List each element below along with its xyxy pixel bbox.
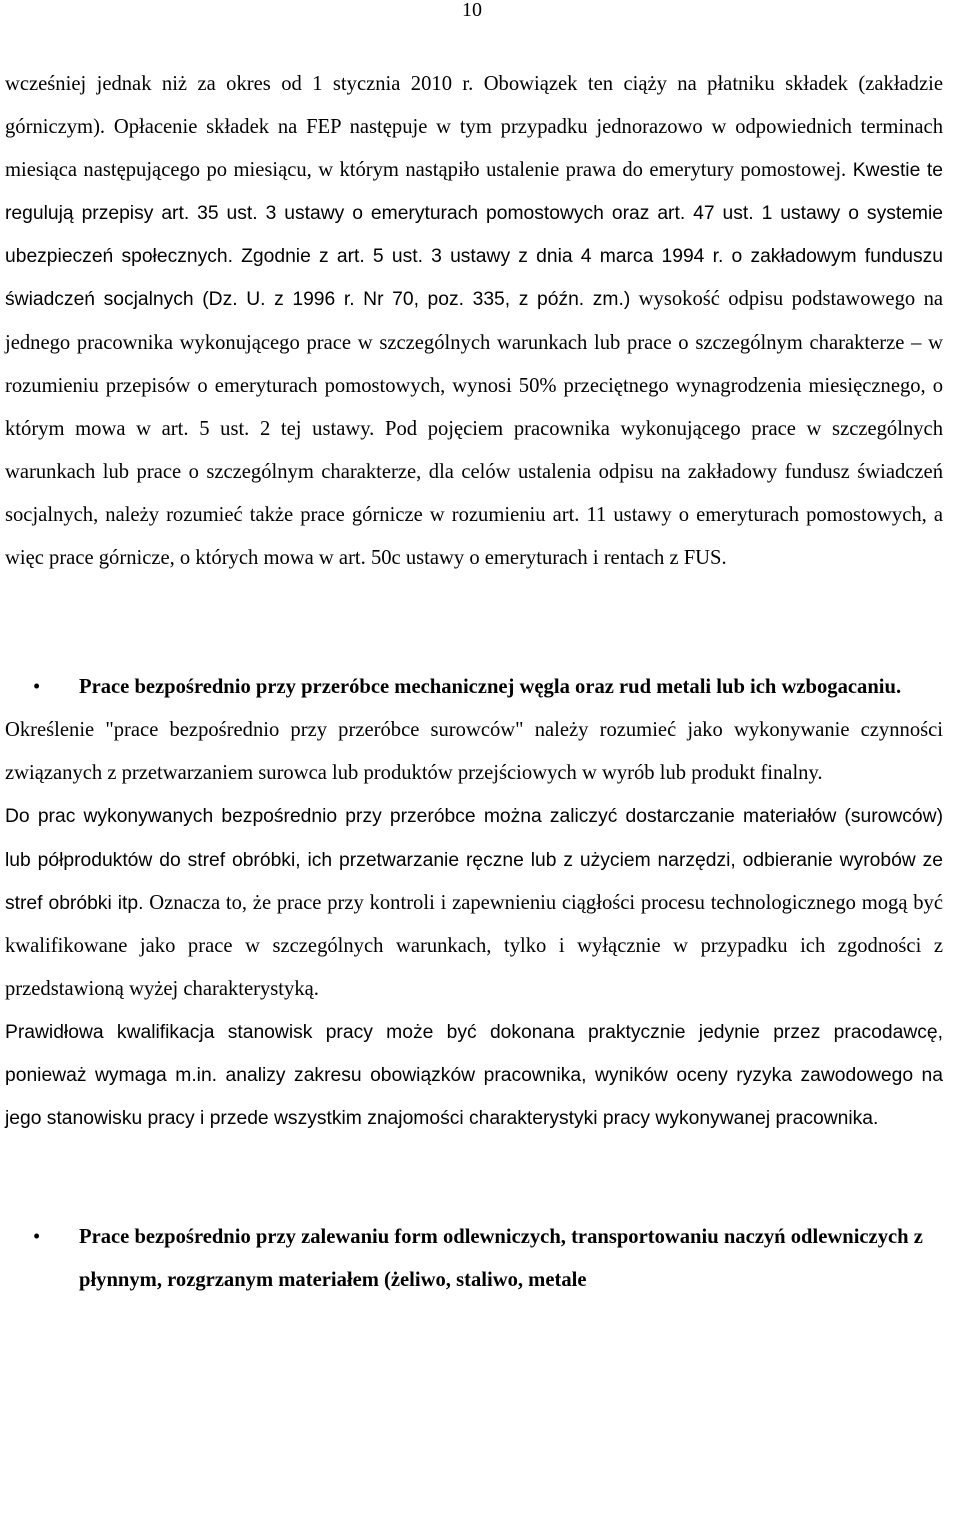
page-number: 10 bbox=[462, 0, 482, 21]
bullet-heading: Prace bezpośrednio przy zalewaniu form odlewniczych, transportowaniu naczyń odlewniczych z płynnym, rozgrzanym materiałem (żeliwo, staliwo, metale bbox=[79, 1226, 923, 1292]
paragraph-text-serif: wcześniej jednak niż za okres od 1 stycznia 2010 r. Obowiązek ten ciąży na płatniku składek (zakładzie górniczym). Opłacenie składek na FEP następuje w tym przypadku jednorazowo w odpowiednich terminach miesiąca następującego po miesiącu, w którym nastąpiło ustalenie prawa do emerytury pomostowej. bbox=[5, 73, 943, 182]
paragraph-processing-work bbox=[5, 795, 943, 1010]
paragraph-text-serif: Oznacza to, że prace przy kontroli i zapewnieniu ciągłości procesu technologicznego mogą być kwalifikowane jako prace w szczególnych warunkach, tylko i wyłącznie w przypadku ich zgodności z przedstawioną wyżej charakterystyką. bbox=[5, 891, 943, 1000]
paragraph-fep-contributions bbox=[5, 63, 943, 580]
paragraph-text-sans: Do prac wykonywanych bezpośrednio przy przeróbce można zaliczyć dostarczanie materiałów (surowców) lub półproduktów do stref obróbki, ich przetwarzanie ręczne lub z użyciem narzędzi, odbieranie wyrobów ze stref obróbki itp. bbox=[5, 806, 943, 914]
bullet-icon: • bbox=[33, 1226, 41, 1249]
paragraph-text-serif-continued: wysokość odpisu podstawowego na jednego pracownika wykonującego prace w szczególnych warunkach lub prace o szczególnym charakterze – w rozumieniu przepisów o emeryturach pomostowych, wynosi 50% przeciętnego wynagrodzenia miesięcznego, o którym mowa w art. 5 ust. 2 tej ustawy. Pod pojęciem pracownika wykonującego prace w szczególnych warunkach lub prace o szczególnym charakterze, dla celów ustalenia odpisu na zakładowy fundusz świadczeń socjalnych, należy rozumieć także prace górnicze w rozumieniu art. 11 ustawy o emeryturach pomostowych, a więc prace górnicze, o których mowa w art. 50c ustawy o emeryturach i rentach z FUS. bbox=[5, 288, 944, 570]
bullet-icon: • bbox=[33, 676, 41, 699]
bullet-heading: Prace bezpośrednio przy przeróbce mechanicznej węgla oraz rud metali lub ich wzbogacaniu. bbox=[79, 676, 902, 699]
paragraph-qualification: Prawidłowa kwalifikacja stanowisk pracy może być dokonana praktycznie jedynie przez pracodawcę, ponieważ wymaga m.in. analizy zakresu obowiązków pracownika, wyników oceny ryzyka zawodowego na jego stanowisku pracy i przede wszystkim znajomości charakterystyki pracy wykonywanej pracownika. bbox=[5, 1021, 943, 1130]
spacer bbox=[5, 580, 943, 666]
spacer bbox=[5, 1140, 943, 1216]
paragraph-definition: Określenie "prace bezpośrednio przy przeróbce surowców" należy rozumieć jako wykonywanie czynności związanych z przetwarzaniem surowca lub produktów przejściowych w wyrób lub produkt finalny. bbox=[5, 719, 943, 785]
bullet-item-casting bbox=[5, 1216, 943, 1302]
paragraph-text-sans: Kwestie te regulują przepisy art. 35 ust. 3 ustawy o emeryturach pomostowych oraz art. 47 ust. 1 ustawy o systemie ubezpieczeń społecznych. Zgodnie z art. 5 ust. 3 ustawy z dnia 4 marca 1994 r. o zakładowym funduszu świadczeń socjalnych (Dz. U. z 1996 r. Nr 70, poz. 335, z późn. zm.) bbox=[5, 160, 943, 311]
document-body bbox=[5, 63, 943, 1302]
bullet-item-coal-processing bbox=[5, 666, 943, 709]
